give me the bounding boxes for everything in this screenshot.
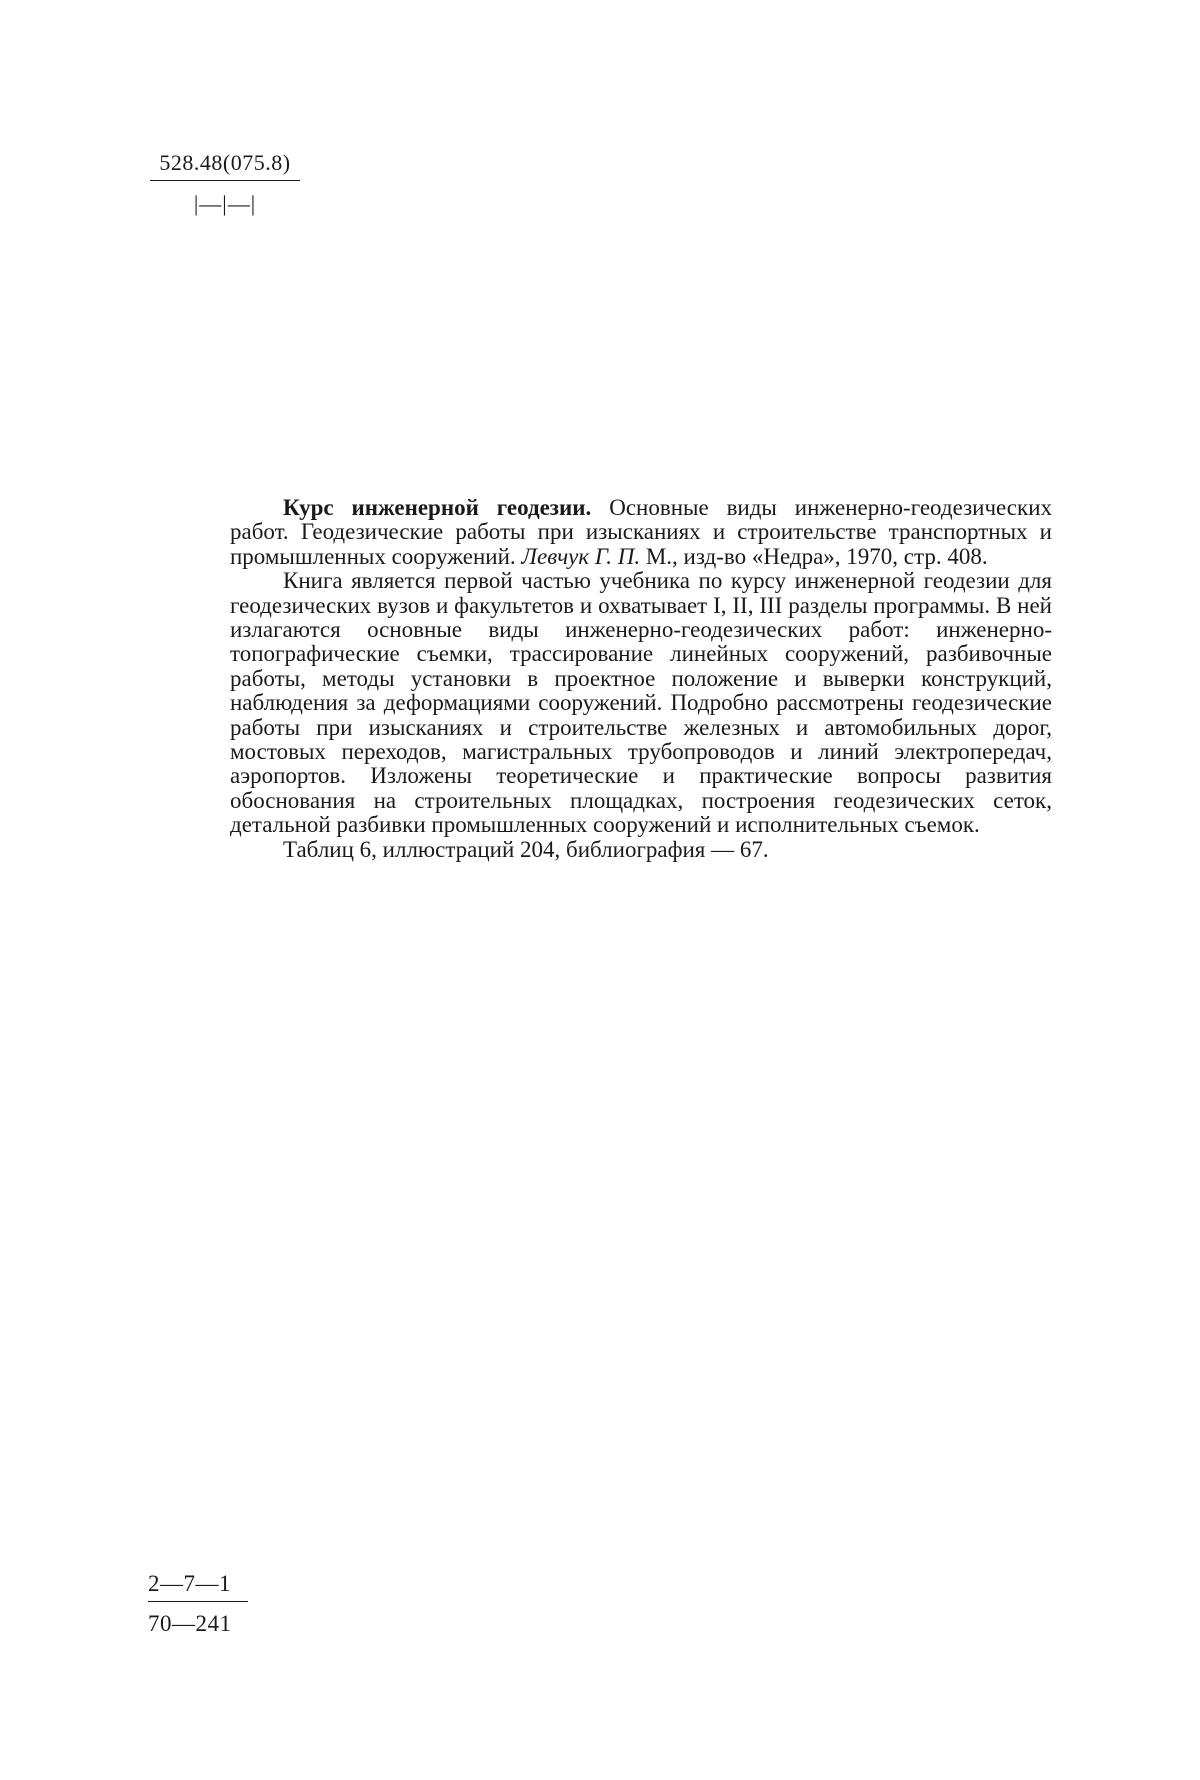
abstract-block [230, 496, 1052, 862]
book-title: Курс инженерной геодезии. [283, 495, 592, 520]
book-author: Левчук Г. П. [521, 543, 641, 569]
udc-number: 528.48(075.8) [150, 152, 300, 181]
publisher-code [148, 1572, 248, 1635]
udc-classification [150, 152, 300, 215]
book-subtitle: Основные виды инженерно-геодезических работ. Геодезические работы при изысканиях и строительстве транспортных и промышленных сооружений. [230, 495, 1052, 569]
book-description: Книга является первой частью учебника по курсу инженерной геодезии для геодезических вузов и факультетов и охватывает I, II, III разделы программы. В ней излагаются основные виды инженерно-геодезических работ: инженерно-топографические съемки, трассирование линейных сооружений, разбивочные работы, методы установки в проектное положение и выверки конструкций, наблюдения за деформациями сооружений. Подробно рассмотрены геодезические работы при изысканиях и строительстве железных и автомобильных дорог, мостовых переходов, магистральных трубопроводов и линий электропередач, аэропортов. Изложены теоретические и практические вопросы развития обоснования на строительных площадках, построения геодезических сеток, детальной разбивки промышленных сооружений и исполнительных съемок. [230, 568, 1052, 838]
publisher-code-top: 2—7—1 [148, 1572, 248, 1602]
book-imprint: М., изд-во «Недра», 1970, стр. 408. [640, 543, 988, 569]
book-stats: Таблиц 6, иллюстраций 204, библиография — 67. [283, 836, 769, 862]
udc-subcode: |—|—| [193, 191, 257, 216]
publisher-code-bottom: 70—241 [148, 1611, 232, 1636]
bibliographic-entry [230, 496, 1052, 569]
